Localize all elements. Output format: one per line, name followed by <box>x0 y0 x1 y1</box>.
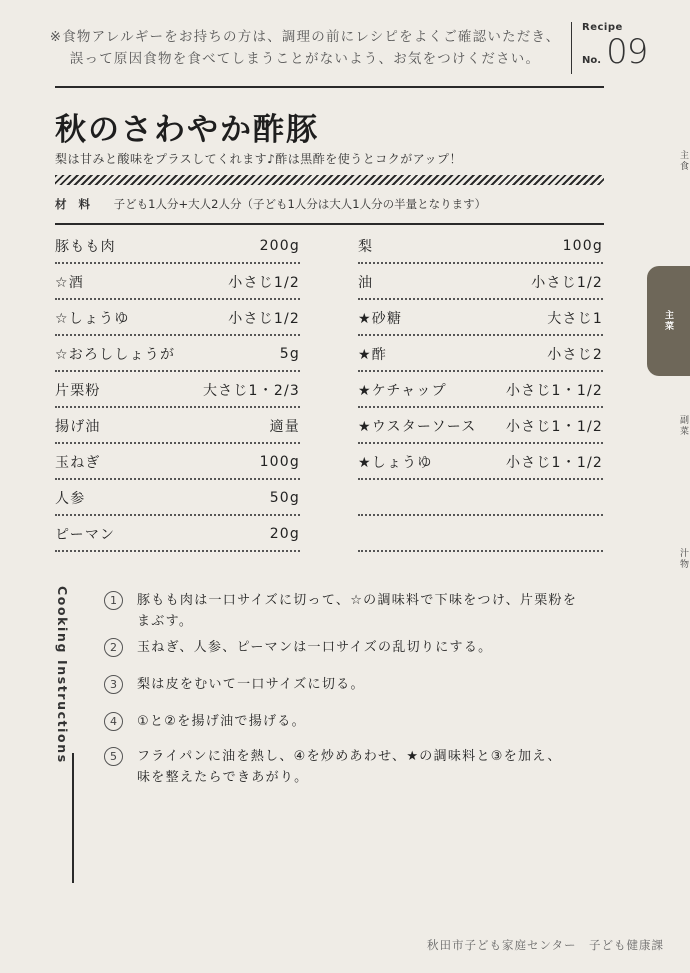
ingredient-amount: 100g <box>562 238 603 254</box>
ingredient-amount: 小さじ1・1/2 <box>505 419 603 435</box>
ingredient-amount: 100g <box>259 454 300 470</box>
ingredient-amount: 5g <box>279 346 300 362</box>
hatched-divider <box>55 175 604 185</box>
ingredient-name: ☆しょうゆ <box>55 311 130 327</box>
ingredient-row <box>358 228 603 264</box>
ingredient-name: ★しょうゆ <box>358 455 433 471</box>
ingredient-name: ☆酒 <box>55 275 84 291</box>
instruction-step <box>104 746 607 788</box>
ingredient-row <box>358 300 603 336</box>
notice-line-1: ※食物アレルギーをお持ちの方は、調理の前にレシピをよくご確認いただき、 <box>49 29 561 45</box>
ingredient-amount: 小さじ1/2 <box>228 275 300 291</box>
ingredient-amount: 大さじ1・2/3 <box>202 383 300 399</box>
ingredients-right-column <box>358 228 603 552</box>
tab-main-dish[interactable]: 主菜 <box>647 266 690 376</box>
ingredient-name: ピーマン <box>55 527 116 543</box>
ingredient-row-empty <box>358 516 603 552</box>
ingredient-amount: 20g <box>269 526 300 542</box>
ingredient-amount: 50g <box>269 490 300 506</box>
recipe-title: 秋のさわやか酢豚 <box>55 112 319 148</box>
ingredient-amount: 小さじ2 <box>547 347 603 363</box>
step-text-line: まぶす。 <box>137 614 194 629</box>
ingredients-left-column <box>55 228 300 552</box>
ingredient-row <box>358 336 603 372</box>
ingredient-row <box>55 372 300 408</box>
step-number: 4 <box>104 712 123 731</box>
ingredient-amount: 小さじ1/2 <box>228 311 300 327</box>
instructions-vertical-line <box>72 753 74 883</box>
ingredient-name: 揚げ油 <box>55 419 101 435</box>
footer-credit: 秋田市子ども家庭センター 子ども健康課 <box>426 938 664 952</box>
ingredients-label: 材 料 <box>55 197 95 211</box>
instruction-step <box>104 637 607 658</box>
ingredient-name: ★ウスターソース <box>358 419 477 435</box>
ingredient-amount: 小さじ1/2 <box>531 275 603 291</box>
ingredient-row-empty <box>358 480 603 516</box>
ingredient-row <box>55 480 300 516</box>
ingredient-amount: 小さじ1・1/2 <box>505 455 603 471</box>
step-text-line: 梨は皮をむいて一口サイズに切る。 <box>137 677 365 692</box>
ingredient-row <box>55 336 300 372</box>
ingredient-name: ☆おろししょうが <box>55 347 176 363</box>
recipe-number-block <box>571 22 647 74</box>
ingredient-row <box>55 228 300 264</box>
tab-soup[interactable]: 汁物 <box>678 548 688 570</box>
recipe-no-label: No. <box>582 55 602 66</box>
tab-staple[interactable]: 主食 <box>678 150 688 172</box>
ingredient-name: 人参 <box>55 491 86 507</box>
instruction-step <box>104 674 607 695</box>
step-number: 5 <box>104 747 123 766</box>
step-text-line: ①と②を揚げ油で揚げる。 <box>137 714 306 729</box>
instruction-step <box>104 590 607 632</box>
recipe-label: Recipe <box>582 22 623 33</box>
ingredient-row <box>358 372 603 408</box>
ingredient-name: 梨 <box>358 239 374 255</box>
servings-note: 子ども1人分+大人2人分（子ども1人分は大人1人分の半量となります） <box>113 197 487 211</box>
ingredient-amount: 適量 <box>269 419 300 435</box>
instructions-label: Cooking Instructions <box>55 586 70 764</box>
recipe-number: 09 <box>606 32 648 72</box>
instruction-step <box>104 711 607 732</box>
step-text-line: 豚もも肉は一口サイズに切って、☆の調味料で下味をつけ、片栗粉を <box>137 593 578 608</box>
ingredient-row <box>55 516 300 552</box>
step-number: 2 <box>104 638 123 657</box>
ingredient-name: ★酢 <box>358 347 387 363</box>
ingredient-row <box>55 408 300 444</box>
step-number: 1 <box>104 591 123 610</box>
step-text-line: 味を整えたらできあがり。 <box>137 770 309 785</box>
ingredient-name: ★砂糖 <box>358 311 403 327</box>
ingredient-name: 玉ねぎ <box>55 455 101 471</box>
ingredients-divider <box>55 223 604 225</box>
ingredient-name: 油 <box>358 275 374 291</box>
tab-side-dish[interactable]: 副菜 <box>678 415 688 437</box>
notice-line-2: 誤って原因食物を食べてしまうことがないよう、お気をつけください。 <box>69 51 541 67</box>
ingredient-amount: 200g <box>259 238 300 254</box>
ingredient-row <box>358 408 603 444</box>
ingredient-amount: 小さじ1・1/2 <box>505 383 603 399</box>
allergy-notice <box>40 26 570 70</box>
ingredient-name: 片栗粉 <box>55 383 101 399</box>
ingredient-row <box>55 300 300 336</box>
ingredient-row <box>358 444 603 480</box>
top-divider <box>55 86 604 88</box>
ingredient-row <box>358 264 603 300</box>
recipe-subtitle: 梨は甘みと酸味をプラスしてくれます♪酢は黒酢を使うとコクがアップ！ <box>55 152 462 166</box>
step-text-line: フライパンに油を熱し、④を炒めあわせ、★の調味料と③を加え、 <box>137 749 562 764</box>
step-text-line: 玉ねぎ、人参、ピーマンは一口サイズの乱切りにする。 <box>137 640 493 655</box>
ingredient-name: ★ケチャップ <box>358 383 447 399</box>
ingredient-amount: 大さじ1 <box>547 311 603 327</box>
ingredient-row <box>55 444 300 480</box>
ingredient-name: 豚もも肉 <box>55 239 116 255</box>
ingredient-row <box>55 264 300 300</box>
ingredients-header <box>55 196 486 212</box>
step-number: 3 <box>104 675 123 694</box>
